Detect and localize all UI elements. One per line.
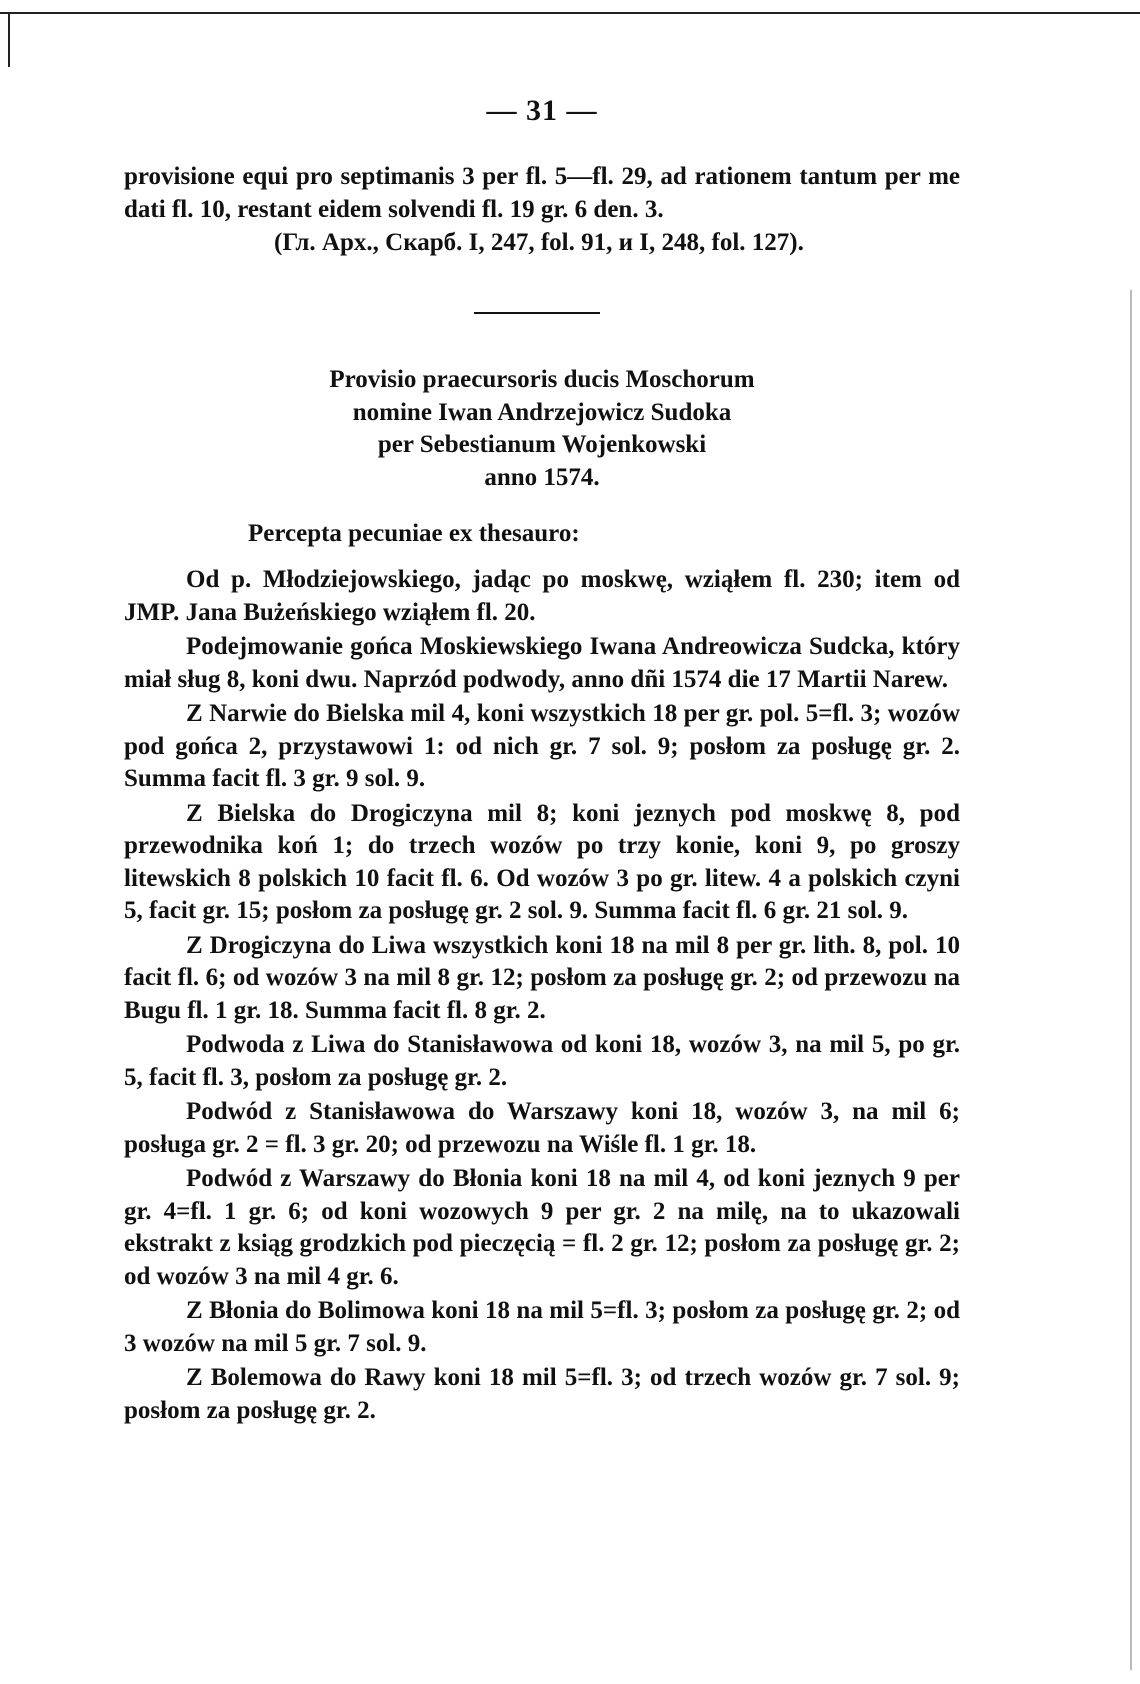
body-paragraph: Podwód z Stanisławowa do Warszawy koni 18, wozów 3, na mil 6; posługa gr. 2 = fl. 3 gr. 20; od przewozu na Wiśle fl. 1 gr. 18. bbox=[124, 1098, 960, 1158]
body-text bbox=[124, 564, 960, 1429]
left-border-rule bbox=[8, 12, 10, 67]
body-paragraph: Z Bielska do Drogiczyna mil 8; koni jeznych pod moskwę 8, pod przewodnika koń 1; do trzech wozów po trzy konie, koni 9, po groszy litewskich 8 polskich 10 facit fl. 6. Od wozów 3 po gr. litew. 4 a polskich czyni 5, facit gr. 15; posłom za posługę gr. 2 sol. 9. Summa facit fl. 6 gr. 21 sol. 9. bbox=[124, 799, 960, 924]
body-paragraph: Podwód z Warszawy do Błonia koni 18 na mil 4, od koni jeznych 9 per gr. 4=fl. 1 gr. 6; od koni wozowych 9 per gr. 2 na milę, na to ukazowali ekstrakt z ksiąg grodzkich pod pieczęcią = fl. 2 gr. 12; posłom za posługę gr. 2; od wozów 3 na mil 4 gr. 6. bbox=[124, 1165, 960, 1290]
page-number: — 31 — bbox=[486, 94, 598, 127]
archive-citation: (Гл. Арх., Скарб. I, 247, fol. 91, и I, 248, fol. 127). bbox=[274, 229, 804, 256]
section-divider bbox=[474, 312, 600, 314]
section-heading bbox=[124, 364, 960, 494]
intro-paragraph: provisione equi pro septimanis 3 per fl. 5—fl. 29, ad rationem tantum per me dati fl. 10, restant eidem solvendi fl. 19 gr. 6 den. 3. bbox=[124, 163, 960, 223]
body-paragraph: Podwoda z Liwa do Stanisławowa od koni 18, wozów 3, na mil 5, po gr. 5, facit fl. 3, posłom za posługę gr. 2. bbox=[124, 1031, 960, 1091]
heading-line: Provisio praecursoris ducis Moschorum bbox=[329, 366, 755, 393]
body-paragraph: Z Narwie do Bielska mil 4, koni wszystkich 18 per gr. pol. 5=fl. 3; wozów pod gońca 2, przystawowi 1: od nich gr. 7 sol. 9; posłom za posługę gr. 2. Summa facit fl. 3 gr. 9 sol. 9. bbox=[124, 700, 960, 792]
section-subheading: Percepta pecuniae ex thesauro: bbox=[248, 520, 580, 547]
top-border-rule bbox=[0, 12, 1140, 14]
right-page-edge bbox=[1130, 290, 1132, 1670]
body-paragraph: Od p. Młodziejowskiego, jadąc po moskwę, wziąłem fl. 230; item od JMP. Jana Bużeńskiego wziąłem fl. 20. bbox=[124, 566, 960, 626]
heading-line: anno 1574. bbox=[484, 463, 600, 491]
heading-line: per Sebestianum Wojenkowski bbox=[377, 431, 707, 458]
body-paragraph: Z Błonia do Bolimowa koni 18 na mil 5=fl. 3; posłom za posługę gr. 2; od 3 wozów na mil 5 gr. 7 sol. 9. bbox=[124, 1297, 960, 1357]
heading-line: nomine Iwan Andrzejowicz Sudoka bbox=[352, 398, 732, 426]
body-paragraph: Z Bolemowa do Rawy koni 18 mil 5=fl. 3; od trzech wozów gr. 7 sol. 9; posłom za posługę gr. 2. bbox=[124, 1364, 960, 1424]
body-paragraph: Z Drogiczyna do Liwa wszystkich koni 18 na mil 8 per gr. lith. 8, pol. 10 facit fl. 6; od wozów 3 na mil 8 gr. 12; posłom za posługę gr. 2; od przewozu na Bugu fl. 1 gr. 18. Summa facit fl. 8 gr. 2. bbox=[124, 931, 960, 1024]
body-paragraph: Podejmowanie gońca Moskiewskiego Iwana Andreowicza Sudcka, który miał sług 8, koni dwu. Naprzód podwody, anno dñi 1574 die 17 Martii Narew. bbox=[124, 633, 960, 693]
